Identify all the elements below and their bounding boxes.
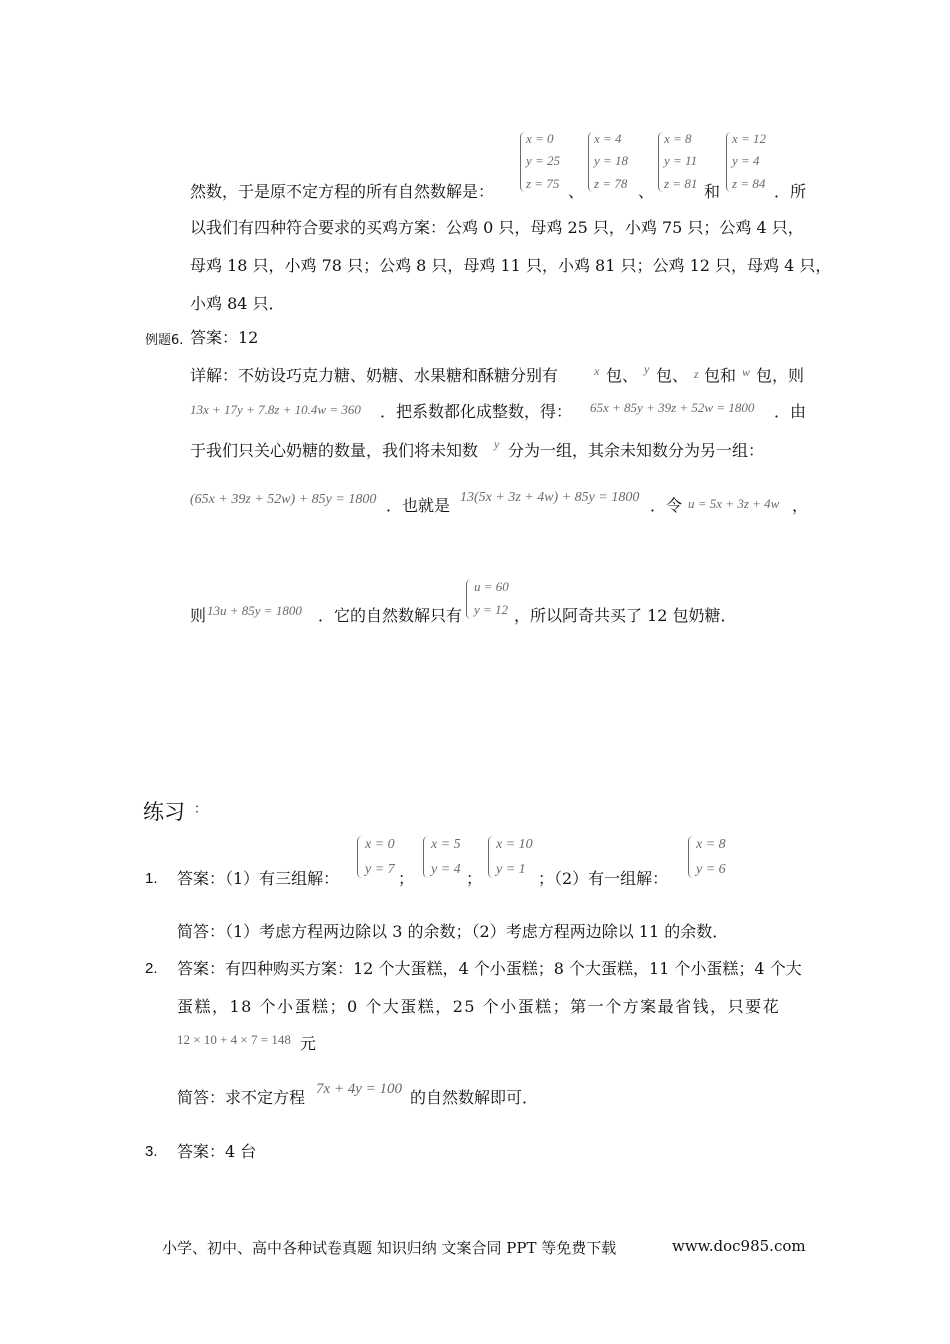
item-1-answer-a: 答案：（1）有三组解： xyxy=(177,869,340,888)
eq-x: x = 8 xyxy=(664,131,692,146)
item-2-brief-b: 的自然数解即可． xyxy=(410,1088,539,1107)
equation-original: 13x + 17y + 7.8z + 10.4w = 360 xyxy=(190,402,361,417)
equation-reduced: 13u + 85y = 1800 xyxy=(207,603,302,618)
eq-x: x = 12 xyxy=(732,131,767,146)
footer-url[interactable]: www.doc985.com xyxy=(672,1237,806,1255)
item-2-line1: 答案：有四种购买方案：12 个大蛋糕，4 个小蛋糕；8 个大蛋糕，11 个小蛋糕；4 个大 xyxy=(177,959,802,978)
item-2-brief-equation: 7x + 4y = 100 xyxy=(316,1081,403,1097)
bao-2: 包、 xyxy=(656,366,689,385)
ex6-line2-end: ．由 xyxy=(774,402,807,421)
bao-1: 包、 xyxy=(606,366,639,385)
semicolon: ； xyxy=(398,869,415,888)
example6-label: 例题6. xyxy=(145,333,184,348)
practice-title-colon: ： xyxy=(194,802,208,817)
eq-y: y = 4 xyxy=(431,862,461,877)
var-x: x xyxy=(594,364,600,378)
eq-z: z = 84 xyxy=(732,176,766,191)
brace xyxy=(357,836,362,878)
brace xyxy=(658,132,663,192)
eq-u: u = 60 xyxy=(474,579,509,594)
brace xyxy=(726,132,731,192)
brace xyxy=(688,836,693,878)
line1-tail: ．所 xyxy=(774,182,807,201)
item-1-brief: 简答：（1）考虑方程两边除以 3 的余数；（2）考虑方程两边除以 11 的余数． xyxy=(177,922,729,941)
solution-system-4 xyxy=(726,130,776,196)
brace xyxy=(520,132,525,192)
eq-z: z = 75 xyxy=(526,176,560,191)
solution-system-c xyxy=(488,834,543,882)
eq-x: x = 5 xyxy=(431,837,461,852)
eq-x: x = 8 xyxy=(696,837,726,852)
eq-x: x = 10 xyxy=(496,837,533,852)
separator: 、 xyxy=(638,182,655,201)
solution-system-d xyxy=(688,834,738,882)
eq-y: y = 11 xyxy=(664,153,698,168)
example6-answer: 答案：12 xyxy=(190,328,259,347)
eq-y: y = 4 xyxy=(732,153,760,168)
bao-4: 包，则 xyxy=(756,366,805,385)
item-2-line2: 蛋糕，18 个小蛋糕；0 个大蛋糕，25 个小蛋糕；第一个方案最省钱，只要花 xyxy=(177,997,781,1016)
eq-x: x = 4 xyxy=(594,131,622,146)
ex5-line3: 母鸡 18 只，小鸡 78 只；公鸡 8 只，母鸡 11 只，小鸡 81 只；公鸡 12 只，母鸡 4 只， xyxy=(190,256,832,275)
var-w: w xyxy=(742,365,751,379)
eq-y: y = 18 xyxy=(594,153,629,168)
ex6-line3-a: 于我们只关心奶糖的数量，我们将未知数 xyxy=(190,441,479,460)
comma: ， xyxy=(792,496,809,515)
practice-title: 练习 xyxy=(143,800,185,824)
eq-y: y = 25 xyxy=(526,153,561,168)
eq-y: y = 12 xyxy=(474,602,509,617)
ex6-line5-mid: ．它的自然数解只有 xyxy=(318,606,463,625)
brace xyxy=(423,836,428,878)
eq-z: z = 81 xyxy=(664,176,698,191)
item-2-number: 2. xyxy=(145,960,158,977)
brace xyxy=(488,836,493,878)
ex6-line4-ling: ．令 xyxy=(650,496,683,515)
eq-x: x = 0 xyxy=(365,837,395,852)
bao-3: 包和 xyxy=(704,366,737,385)
eq-y: y = 1 xyxy=(496,862,526,877)
separator: 、 xyxy=(568,182,585,201)
ex6-line2-mid: ．把系数都化成整数，得： xyxy=(380,402,573,421)
ex6-line1-text: 详解：不妨设巧克力糖、奶糖、水果糖和酥糖分别有 xyxy=(190,366,559,385)
equation-integer: 65x + 85y + 39z + 52w = 1800 xyxy=(590,400,755,415)
eq-z: z = 78 xyxy=(594,176,628,191)
equation-substitution: u = 5x + 3z + 4w xyxy=(688,496,780,511)
solution-system-3 xyxy=(658,130,708,196)
var-y: y xyxy=(644,362,650,376)
eq-y: y = 6 xyxy=(696,862,726,877)
footer-text: 小学、初中、高中各种试卷真题 知识归纳 文案合同 PPT 等免费下载 xyxy=(162,1239,617,1257)
ex6-line5-end: ，所以阿奇共买了 12 包奶糖． xyxy=(514,606,737,625)
semicolon: ； xyxy=(466,869,483,888)
ex6-line5-ze: 则 xyxy=(190,606,207,625)
ex5-line2: 以我们有四种符合要求的买鸡方案：公鸡 0 只，母鸡 25 只，小鸡 75 只；公鸡 4 只， xyxy=(190,218,804,237)
eq-x: x = 0 xyxy=(526,131,554,146)
ex5-line1: 然数，于是原不定方程的所有自然数解是： xyxy=(190,182,495,201)
ex5-line4: 小鸡 84 只． xyxy=(190,294,285,313)
item-2-brief-a: 简答：求不定方程 xyxy=(177,1088,306,1107)
item-1-number: 1. xyxy=(145,870,158,887)
item-3-answer: 答案：4 台 xyxy=(177,1142,257,1161)
and-word: 和 xyxy=(704,182,721,201)
equation-factored: 13(5x + 3z + 4w) + 85y = 1800 xyxy=(460,490,640,505)
brace xyxy=(588,132,593,192)
yuan: 元 xyxy=(300,1034,317,1053)
eq-y: y = 7 xyxy=(365,862,395,877)
brace xyxy=(466,579,471,619)
equation-grouped: (65x + 39z + 52w) + 85y = 1800 xyxy=(190,492,377,507)
var-z: z xyxy=(694,367,699,381)
item-1-answer-b: ；（2）有一组解： xyxy=(538,869,669,888)
item-2-equation: 12 × 10 + 4 × 7 = 148 xyxy=(177,1032,291,1047)
ex6-line4-mid: ．也就是 xyxy=(386,496,451,515)
item-3-number: 3. xyxy=(145,1143,158,1160)
ex6-line3-b: 分为一组，其余未知数分为另一组： xyxy=(508,441,765,460)
var-y: y xyxy=(494,437,500,451)
